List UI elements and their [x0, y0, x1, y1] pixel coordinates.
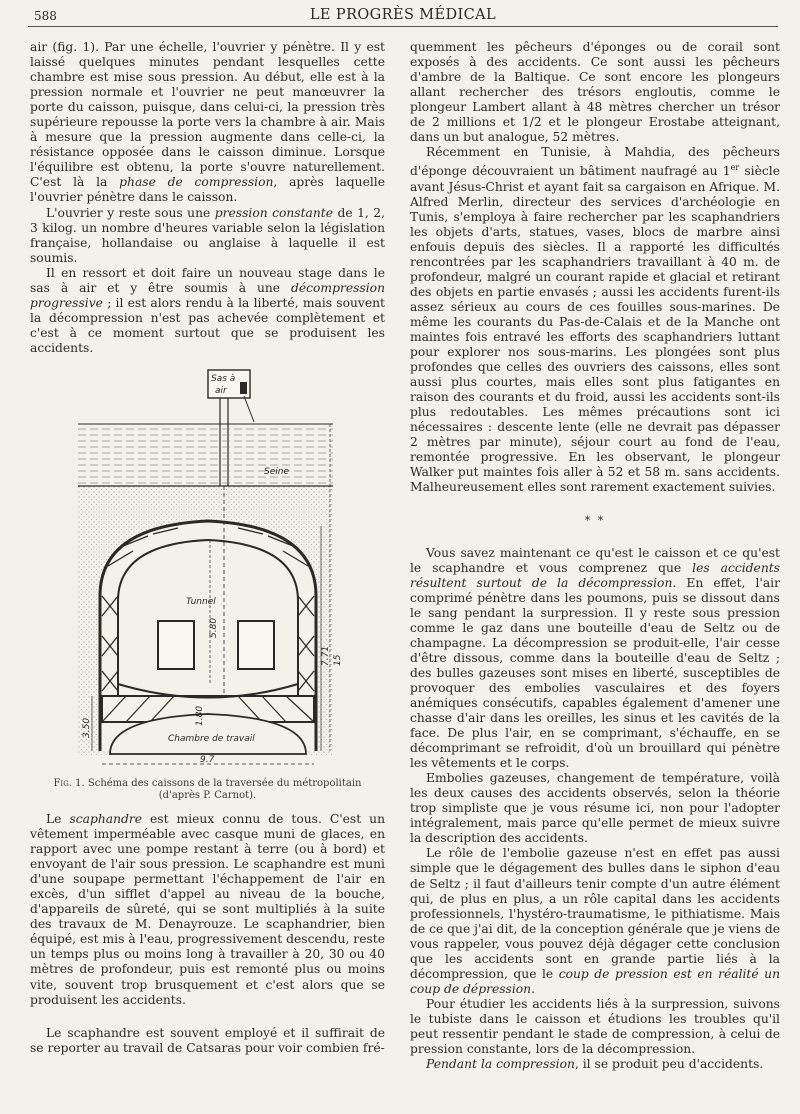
paragraph: Embolies gazeuses, changement de température, voilà les deux causes des accidents observés, selon la théorie trop simpliste que je vous résume ici, non pour l'adopter intégralement, mais parce qu'elle permet de mieux suivre la description des accidents. — [410, 771, 780, 846]
label-chambre: Chambre de travail — [168, 733, 255, 744]
paragraph: L'ouvrier y reste sous une pression constante de 1, 2, 3 kilog. un nombre d'heures variable selon la législation française, hollandaise ou anglaise à laquelle il est soumis. — [30, 205, 385, 265]
dim-3-50: 3.50 — [82, 717, 92, 738]
paragraph: Vous savez maintenant ce qu'est le caisson et ce qu'est le scaphandre et vous comprenez que les accidents résultent surtout de la décompression. En effet, l'air comprimé pénètre dans les poumons, puis se dissout dans le sang pendant la surpression. Il y reste sous pression comme le gaz dans une bouteille d'eau de Seltz ou de champagne. La décompression se produit-elle, l'air cesse d'être dissous, comme dans la bouteille d'eau de Seltz ; des bulles gazeuses sont mises en liberté, susceptibles de provoquer des embolies vasculaires et des foyers anémiques consécutifs, capables également d'amener une chasse d'air dans les oreilles, les sinus et les cavités de la face. De plus l'air, en se comprimant, s'échauffe, en se décomprimant se refroidit, d'où un brouillard qui pénètre les vêtements et le corps. — [410, 545, 780, 771]
paragraph: Le scaphandre est mieux connu de tous. C'est un vêtement imperméable avec casque muni de glaces, en rapport avec une pompe restant à terre (ou à bord) et envoyant de l'air sous pression. Le scaphandre est muni d'une soupape permettant l'échappement de l'air en excès, d'un sifflet d'appel au niveau de la bouche, d'appareils de sûreté, qui se sont multipliés à la suite des travaux de M. Denayrouze. Le scaphandrier, bien équipé, est mis à l'eau, progressivement descendu, reste un temps plus ou moins long à travailler à 20, 30 ou 40 mètres de profondeur, puis est remonté plus ou moins vite, souvent trop brusquement et c'est alors que se produisent les accidents. — [30, 811, 385, 1007]
right-column — [410, 40, 780, 1072]
paragraph: Pendant la compression, il se produit peu d'accidents. — [426, 1057, 764, 1072]
dim-1-80: 1.80 — [195, 705, 205, 726]
paragraph: Récemment en Tunisie, à Mahdia, des pêcheurs d'éponge découvraient un bâtiment naufragé au 1er siècle avant Jésus-Christ et ayant fait sa cargaison en Afrique. M. Alfred Merlin, directeur des services d'archéologie en Tunis, s'employa à faire rechercher par les scaphandriers les objets d'arts, statues, vases, blocs de marbre ainsi enfouis depuis des siècles. Il a rapporté les difficultés rencontrées par les scaphandriers travaillant à 40 m. de profondeur, malgré un courant rapide et glacial et retirant des objets en partie envasés ; aussi les accidents furent-ils assez sérieux au cours de ces fouilles sous-marines. De même les courants du Pas-de-Calais et de la Manche ont maintes fois entravé les efforts des scaphandriers luttant pour explorer nos sous-marins. Les plongées sont plus profondes que celles des ouvriers des caissons, elles sont aussi plus courtes, mais elles sont plus fatigantes en raison des courants et du froid, aussi les accidents sont-ils plus redoutables. Les mêmes précautions sont ici nécessaires : descente lente (elle ne devrait pas dépasser 2 mètres par minute), séjour court au fond de l'eau, remontée progressive. En les observant, le plongeur Walker put maintes fois aller à 52 et 58 m. sans accidents. Malheureusement elles sont rarement exactement suivies. — [410, 145, 780, 495]
dim-5-80: 5.80 — [209, 617, 219, 638]
section-separator: * * — [584, 513, 606, 527]
paragraph: Pour étudier les accidents liés à la surpression, suivons le tubiste dans le caisson et étudions les troubles qu'il peut ressentir pendant le stade de compression, à celui de pression constante, lors de la décompression. — [410, 996, 780, 1057]
paragraph: Le rôle de l'embolie gazeuse n'est en effet pas aussi simple que le dégagement des bulles dans le siphon d'eau de Seltz ; il faut d'ailleurs tenir compte d'un autre élément qui, de plus en plus, a un rôle capital dans les accidents professionnels, l'hystéro-traumatisme, le pithiatisme. Mais de ce que j'ai dit, de la conception générale que je viens de vous rappeler, vous pouvez déjà dégager cette conclusion que les accidents sont en grande partie liés à la décompression, que le coup de pression est en réalité un coup de dépression. — [410, 846, 780, 996]
paragraph: Le scaphandre est souvent employé et il suffirait de se reporter au travail de Catsaras pour voir combien fré- — [30, 1025, 385, 1055]
page-header — [28, 4, 778, 27]
paragraph: quemment les pêcheurs d'éponges ou de corail sont exposés à des accidents. Ce sont aussi les pêcheurs d'ambre de la Baltique. Ce sont encore les plongeurs allant rechercher des trésors engloutis, comme le plongeur Lambert allant à 48 mètres chercher un trésor de 2 millions et 1/2 et le plongeur Erostabe atteignant, dans un but analogue, 52 mètres. — [410, 40, 780, 145]
seine-water — [78, 424, 333, 486]
journal-title: LE PROGRÈS MÉDICAL — [309, 7, 497, 23]
carriage-right — [238, 621, 274, 669]
dim-9-7: 9.7 — [200, 754, 215, 765]
label-tunnel: Tunnel — [186, 596, 216, 607]
label-air: air — [215, 385, 227, 396]
caisson-diagram — [78, 366, 343, 771]
carriage-left — [158, 621, 194, 669]
page-number: 588 — [34, 9, 57, 23]
left-column — [30, 40, 385, 1056]
dim-7-71: 7.71 — [321, 645, 331, 666]
figure-1 — [30, 366, 385, 804]
dim-15: 15 — [333, 654, 343, 666]
label-seine: Seine — [264, 466, 289, 477]
paragraph: air (fig. 1). Par une échelle, l'ouvrier y pénètre. Il y est laissé quelques minutes pendant lesquelles cette chambre est mise sous pression. Au début, elle est à la pression normale et l'ouvrier ne peut manœuvrer la porte du caisson, puisque, dans celui-ci, la pression très supérieure repousse la porte vers la chambre à air. Mais à mesure que la pression augmente dans celle-ci, la résistance opposée dans le caisson diminue. Lorsque l'équilibre est obtenu, la porte s'ouvre naturellement. C'est là la phase de compression, après laquelle l'ouvrier pénètre dans le caisson. — [30, 40, 385, 205]
figure-caption: Fig. 1. Schéma des caissons de la traversée du métropolitain (d'après P. Carnot). — [53, 777, 362, 801]
paragraph: Il en ressort et doit faire un nouveau stage dans le sas à air et y être soumis à une décompression progressive ; il est alors rendu à la liberté, mais souvent la décompression n'est pas achevée complètement et c'est à ce moment surtout que se produisent les accidents. — [30, 265, 385, 355]
label-sas: Sas à — [211, 373, 236, 384]
ladder — [244, 396, 254, 422]
airlock-door — [240, 382, 247, 394]
